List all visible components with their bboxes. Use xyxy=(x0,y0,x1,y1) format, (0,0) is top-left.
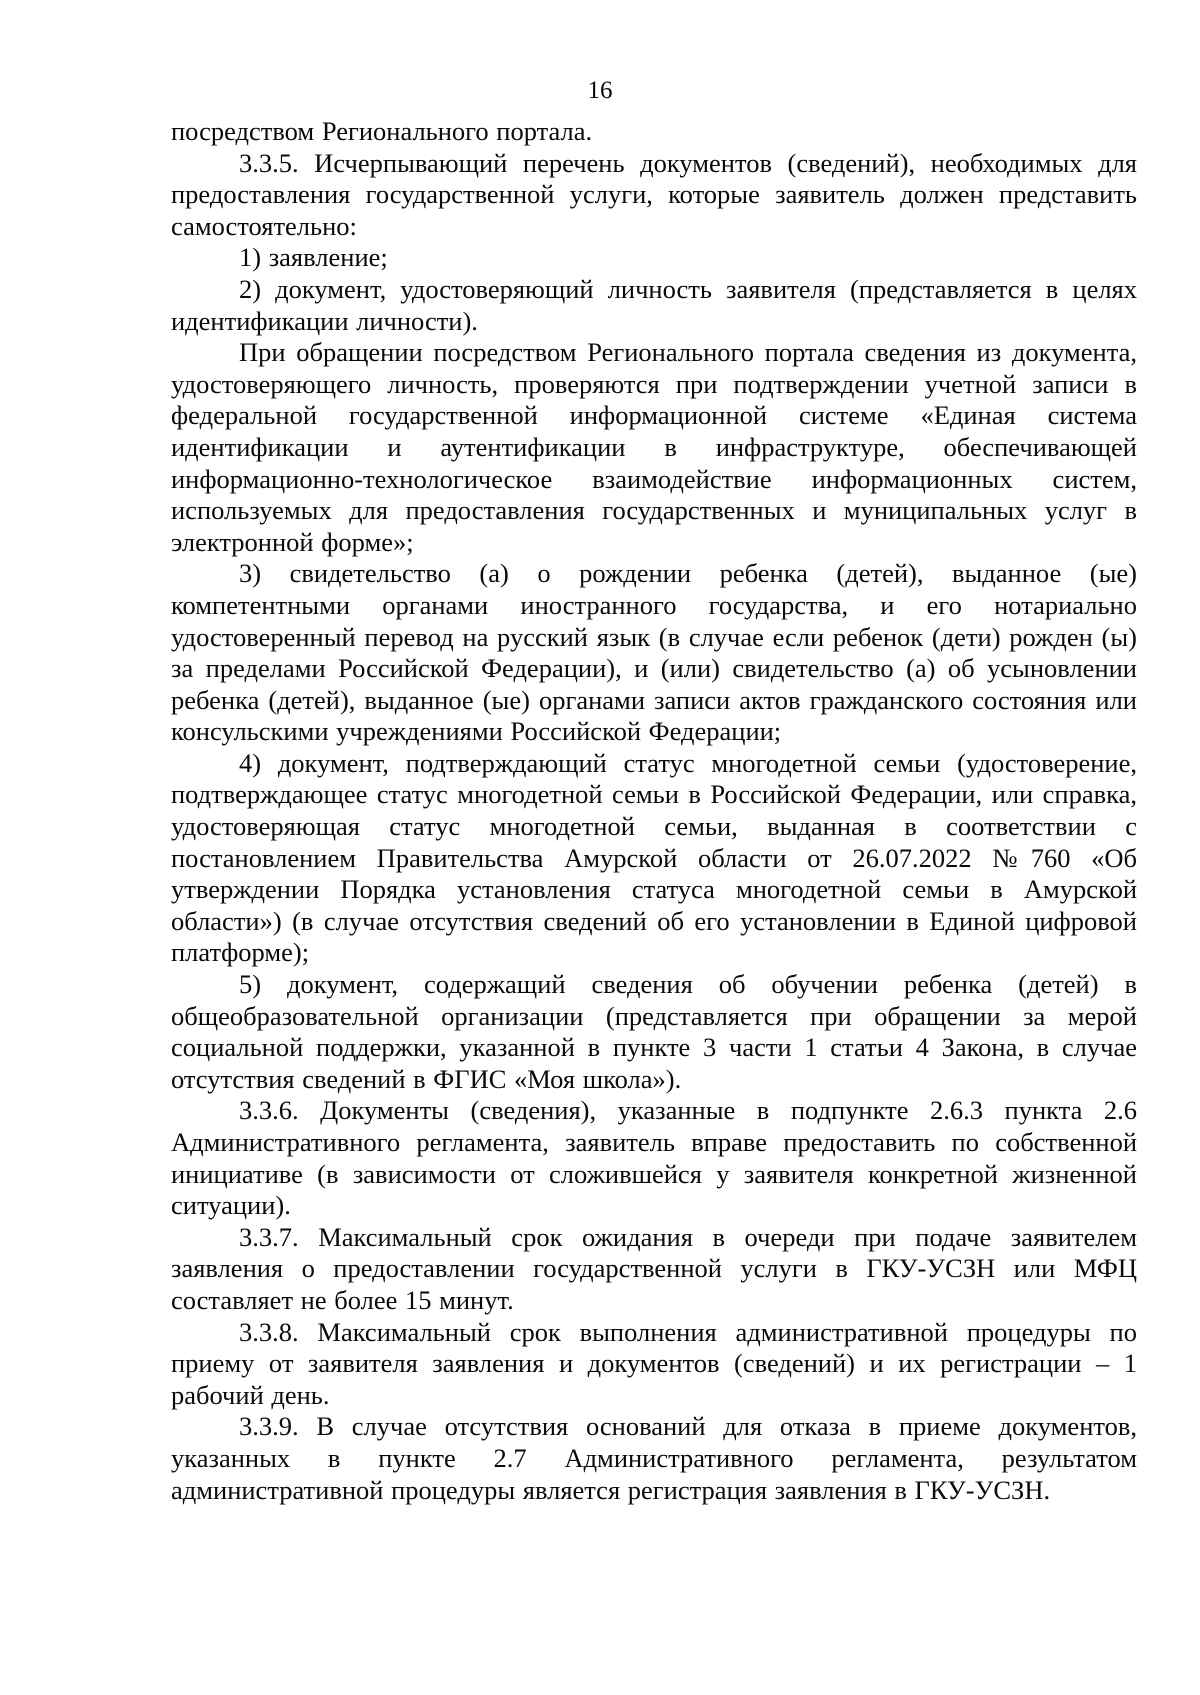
paragraph: посредством Регионального портала. xyxy=(171,116,593,146)
paragraph: 3.3.5. Исчерпывающий перечень документов (сведений), необходимых для предоставления государственной услуги, которые заявитель должен представить самостоятельно: xyxy=(171,147,1137,241)
paragraph: При обращении посредством Регионального портала сведения из документа, удостоверяющего личность, проверяются при подтверждении учетной записи в федеральной государственной информационной системе «Единая система идентификации и аутентификации в инфраструктуре, обеспечивающей информационно-технологическое взаимодействие информационных систем, используемых для предоставления государственных и муниципальных услуг в электронной форме»; xyxy=(171,337,1137,557)
paragraph: 4) документ, подтверждающий статус многодетной семьи (удостоверение, подтверждающее статус многодетной семьи в Российской Федерации, или справка, удостоверяющая статус многодетной семьи, выданная в соответствии с постановлением Правительства Амурской области от 26.07.2022 №760 «Об утверждении Порядка установления статуса многодетной семьи в Амурской области») (в случае отсутствия сведений об его установлении в Единой цифровой платформе); xyxy=(171,747,1137,968)
paragraph: 3.3.9. В случае отсутствия оснований для отказа в приеме документов, указанных в пункте 2.7 Административного регламента, результатом административной процедуры является регистрация заявления в ГКУ-УСЗН. xyxy=(171,1411,1137,1505)
document-body xyxy=(171,116,1137,1506)
paragraph: 3.3.8. Максимальный срок выполнения административной процедуры по приему от заявителя заявления и документов (сведений) и их регистрации – 1 рабочий день. xyxy=(171,1316,1137,1410)
paragraph: 2) документ, удостоверяющий личность заявителя (представляется в целях идентификации личности). xyxy=(171,273,1137,336)
paragraph: 3.3.6. Документы (сведения), указанные в подпункте 2.6.3 пункта 2.6 Административного регламента, заявитель вправе предоставить по собственной инициативе (в зависимости от сложившейся у заявителя конкретной жизненной ситуации). xyxy=(171,1095,1137,1221)
paragraph: 3) свидетельство (а) о рождении ребенка (детей), выданное (ые) компетентными органами иностранного государства, и его нотариально удостоверенный перевод на русский язык (в случае если ребенок (дети) рожден (ы) за пределами Российской Федерации), и (или) свидетельство (а) об усыновлении ребенка (детей), выданное (ые) органами записи актов гражданского состояния или консульскими учреждениями Российской Федерации; xyxy=(171,558,1137,747)
paragraph: 1) заявление; xyxy=(239,242,388,273)
paragraph: 3.3.7. Максимальный срок ожидания в очереди при подаче заявителем заявления о предоставлении государственной услуги в ГКУ-УСЗН или МФЦ составляет не более 15 минут. xyxy=(171,1221,1137,1315)
paragraph: 5) документ, содержащий сведения об обучении ребенка (детей) в общеобразовательной организации (представляется при обращении за мерой социальной поддержки, указанной в пункте 3 части 1 статьи 4 Закона, в случае отсутствия сведений в ФГИС «Моя школа»). xyxy=(171,969,1137,1094)
page-number: 16 xyxy=(587,77,613,104)
